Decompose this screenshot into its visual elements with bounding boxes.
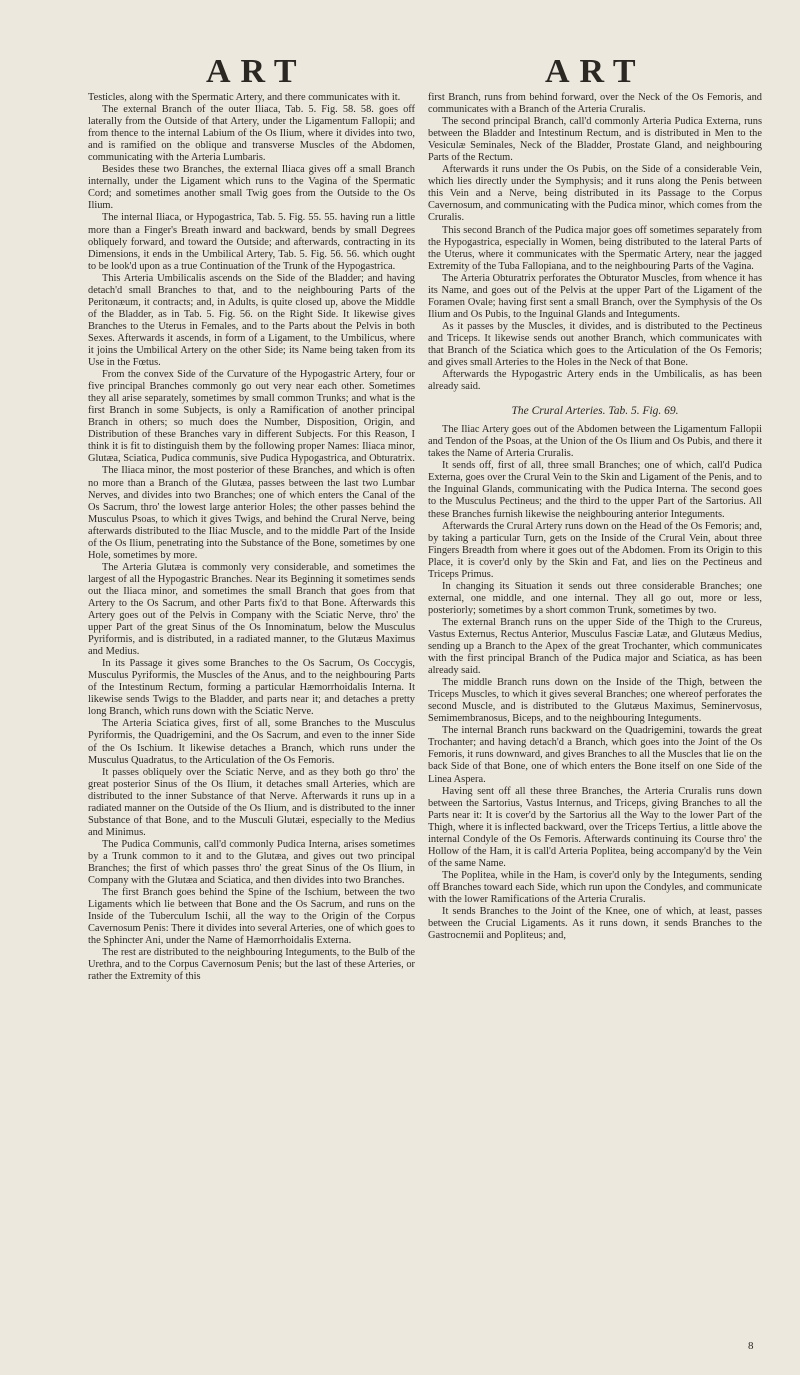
paragraph: The external Branch runs on the upper Side of the Thigh to the Crureus, Vastus Externus, Rectus Anterior, Musculus Fasciæ Latæ, and Glutæus Medius, sending up a Branch to the Apex of the great Trochanter, which communicates with the first principal Branch of the Pudica major and Sciatica, as has been already said. (428, 616, 762, 677)
paragraph: This second Branch of the Pudica major goes off sometimes separately from the Hypogastrica, especially in Women, being distributed to the lateral Parts of the Uterus, where it communicates with the Spermatic Artery, near the jagged Extremity of the Tuba Fallopiana, and to the neighbouring Parts of the Vagina. (428, 224, 762, 272)
paragraph: Testicles, along with the Spermatic Artery, and there communicates with it. (88, 92, 401, 103)
running-head-right: ART (545, 53, 646, 90)
signature-mark: 8 (748, 1340, 754, 1352)
paragraph: From the convex Side of the Curvature of the Hypogastric Artery, four or five principal Branches commonly go out very near each other. Sometimes they all arise separately, sometimes by small common Trunks; and what is the first Branch in some Subjects, is only a Ramification of another principal Branch in others; so much does the Number, Disposition, Origin, and Distribution of these Branches vary in different Subjects. For this Reason, I think it is fit to distinguish them by the following proper Names: Iliaca minor, Glutæa, Sciatica, Pudica communis, sive Pudica Hypogastrica, and Obturatrix. (88, 369, 415, 465)
paragraph: The rest are distributed to the neighbouring Integuments, to the Bulb of the Urethra, and to the Corpus Cavernosum Penis; but the last of these Arteries, or rather the Extremity of this (88, 947, 415, 983)
paragraph: Having sent off all these three Branches, the Arteria Cruralis runs down between the Sartorius, Vastus Internus, and Triceps, giving Branches to all the Parts near it: It is cover'd by the Sartorius all the Way to the lower Part of the Thigh, where it is inflected backward, over the Triceps Tertius, a little above the internal Condyle of the Os Femoris. Afterwards continuing its Course thro' the Hollow of the Ham, it is call'd Arteria Poplitea, being accompany'd by the Vein of the same Name. (428, 785, 762, 869)
right-column (428, 92, 762, 942)
paragraph: The first Branch goes behind the Spine of the Ischium, between the two Ligaments which lie between that Bone and the Os Sacrum, and runs on the Inside of the Tuberculum Ischii, all the way to the Origin of the Corpus Cavernosum Penis: There it divides into several Arteries, one of which goes to the Sphincter Ani, under the Name of Hæmorrhoidalis Externa. (88, 887, 415, 947)
paragraph: The Poplitea, while in the Ham, is cover'd only by the Integuments, sending off Branches toward each Side, which run upon the Condyles, and communicate with the lower Ramifications of the Arteria Cruralis. (428, 869, 762, 905)
paragraph: As it passes by the Muscles, it divides, and is distributed to the Pectineus and Triceps. It likewise sends out another Branch, which communicates with that Branch of the Sciatica which goes to the Articulation of the Os Femoris; and gives small Arteries to the Holes in the Neck of that Bone. (428, 320, 762, 369)
paragraph: The Arteria Glutæa is commonly very considerable, and sometimes the largest of all the Hypogastric Branches. Near its Beginning it sometimes sends out the Iliaca minor, and sometimes the small Branch that goes from that Artery to the Os Sacrum, and other Parts fix'd to that Bone. Afterwards this Artery goes out of the Pelvis in Company with the Sciatic Nerve, thro' the upper Part of the great Sinus of the Os Innominatum, below the Musculus Pyriformis, and is distributed, in a radiated manner, to the Glutæus Maximus and Medius. (88, 561, 415, 658)
paragraph: Afterwards the Crural Artery runs down on the Head of the Os Femoris; and, by taking a particular Turn, gets on the Inside of the Crural Vein, about three Fingers Breadth from where it goes out of the Abdomen. From its Origin to this Place, it is cover'd only by the Skin and Fat, and lies on the Pectineus and Triceps Primus. (428, 520, 762, 580)
paragraph: The second principal Branch, call'd commonly Arteria Pudica Externa, runs between the Bladder and Intestinum Rectum, and is distributed in Men to the Vesiculæ Seminales, Neck of the Bladder, Prostate Gland, and neighbouring Parts of the Rectum. (428, 116, 762, 164)
paragraph: The middle Branch runs down on the Inside of the Thigh, between the Triceps Muscles, to which it gives several Branches; one whereof perforates the second Muscle, and is distributed to the Glutæus Maximus, Seminervosus, Semimembranosus, Biceps, and to the neighbouring Integuments. (428, 677, 762, 725)
paragraph: The internal Branch runs backward on the Quadrigemini, towards the great Trochanter; and having detach'd a Branch, which goes into the Joint of the Os Femoris, it runs downward, and gives Branches to all the Muscles that lie on the back Side of that Bone, one of which enters the Bone itself on one Side of the Linea Aspera. (428, 725, 762, 785)
paragraph: The Arteria Sciatica gives, first of all, some Branches to the Musculus Pyriformis, the Quadrigemini, and the Os Sacrum, and even to the inner Side of the Os Ischium. It likewise detaches a Branch, which runs under the Musculus Quadratus, to the Articulation of the Os Femoris. (88, 718, 415, 766)
running-head-left: ART (206, 53, 307, 90)
paragraph: Afterwards it runs under the Os Pubis, on the Side of a considerable Vein, which lies directly under the Symphysis; and it runs along the Penis between this Vein and a Nerve, being distributed in its Passage to the Corpus Cavernosum, and communicating with the Pudica minor, which comes from the Cruralis. (428, 164, 762, 224)
left-column (88, 92, 415, 983)
paragraph: Afterwards the Hypogastric Artery ends in the Umbilicalis, as has been already said. (428, 369, 762, 393)
paragraph: This Arteria Umbilicalis ascends on the Side of the Bladder; and having detach'd small Branches to that, and to the neighbouring Parts of the Peritonæum, it contracts; and, in Adults, is quite closed up, above the Middle of the Bladder, as in Tab. 5. Fig. 56. on the Right Side. It likewise gives Branches to the Uterus in Females, and to the Parts about the Pelvis in both Sexes. Afterwards it ascends, in form of a Ligament, to the Umbilicus, where it joins the Umbilical Artery on the other Side; its Name being taken from its Use in the Fœtus. (88, 272, 415, 369)
paragraph: Besides these two Branches, the external Iliaca gives off a small Branch internally, under the Ligament which runs to the Vagina of the Spermatic Cord; and sometimes another small Twig goes from the Outside to the Os Ilium. (88, 164, 415, 212)
paragraph: The Iliaca minor, the most posterior of these Branches, and which is often no more than a Branch of the Glutæa, passes between the last two Lumbar Nerves, and divides into two Branches; one of which enters the Canal of the Os Sacrum, thro' the lowest large anterior Holes; the other passes behind the Musculus Psoas, to which it gives Twigs, and behind the Crural Nerve, being afterwards distributed to the Iliac Muscle, and to the middle Part of the Inside of the Os Ilium, penetrating into the Substance of the Bone, sometimes by one Hole, sometimes by more. (88, 465, 415, 561)
paragraph: It sends off, first of all, three small Branches; one of which, call'd Pudica Externa, goes over the Crural Vein to the Skin and Ligament of the Penis, and to the Inguinal Glands, communicating with the Pudica Interna. The second goes to the Musculus Pectineus; and the third to the upper Part of the Sartorius. All these Branches furnish likewise the neighbouring anterior Integuments. (428, 460, 762, 520)
section-heading: The Crural Arteries. Tab. 5. Fig. 69. (511, 405, 679, 418)
paragraph: first Branch, runs from behind forward, over the Neck of the Os Femoris, and communicates with a Branch of the Arteria Cruralis. (428, 92, 762, 116)
paragraph: In its Passage it gives some Branches to the Os Sacrum, Os Coccygis, Musculus Pyriformis, the Muscles of the Anus, and to the neighbouring Parts of the Intestinum Rectum, forming a particular Hæmorrhoidalis Interna. It likewise sends Twigs to the Bladder, and parts near it; and detaches a pretty long Branch, which runs down with the Sciatic Nerve. (88, 658, 415, 718)
paragraph: The Iliac Artery goes out of the Abdomen between the Ligamentum Fallopii and Tendon of the Psoas, at the Union of the Os Ilium and Os Pubis, and there it takes the Name of Arteria Cruralis. (428, 424, 762, 460)
paragraph: In changing its Situation it sends out three considerable Branches; one external, one middle, and one internal. They all go out, more or less, posteriorly; sometimes by a short common Trunk, sometimes by two. (428, 580, 762, 616)
paragraph: It sends Branches to the Joint of the Knee, one of which, at least, passes between the Crucial Ligaments. As it runs down, it sends Branches to the Gastrocnemii and Popliteus; and, (428, 906, 762, 942)
paragraph: It passes obliquely over the Sciatic Nerve, and as they both go thro' the great posterior Sinus of the Os Ilium, it detaches small Arteries, which are distributed to the inner Substance of that Nerve. Afterwards it runs up in a radiated manner on the Outside of the Os Ilium, and is distributed to the inner Substance of that Bone, and to the Musculi Glutæi, especially to the Medius and Minimus. (88, 766, 415, 838)
paragraph: The Arteria Obturatrix perforates the Obturator Muscles, from whence it has its Name, and goes out of the Pelvis at the upper Part of the Ligament of the Foramen Ovale; having first sent a small Branch, over the Symphysis of the Os Ilium and Os Pubis, to the Inguinal Glands and Integuments. (428, 272, 762, 320)
paragraph: The internal Iliaca, or Hypogastrica, Tab. 5. Fig. 55. 55. having run a little more than a Finger's Breath inward and backward, bends by small Degrees obliquely forward, and toward the Outside; and afterwards, contracting in its Dimensions, it ends in the Umbilical Artery, Tab. 5. Fig. 56. 56. which ought to be look'd upon as a true Continuation of the Trunk of the Hypogastrica. (88, 212, 415, 272)
paragraph: The external Branch of the outer Iliaca, Tab. 5. Fig. 58. 58. goes off laterally from the Outside of that Artery, under the Ligamentum Fallopii; and from thence to the internal Labium of the Os Ilium, where it divides into two, and is ramified on the oblique and transverse Muscles of the Abdomen, communicating with the Arteria Lumbaris. (88, 104, 415, 164)
paragraph: The Pudica Communis, call'd commonly Pudica Interna, arises sometimes by a Trunk common to it and to the Glutæa, and gives out two principal Branches; the first of which passes thro' the great Sinus of the Os Ilium, in Company with the Glutæa and Sciatica, and then divides into two Branches. (88, 838, 415, 887)
